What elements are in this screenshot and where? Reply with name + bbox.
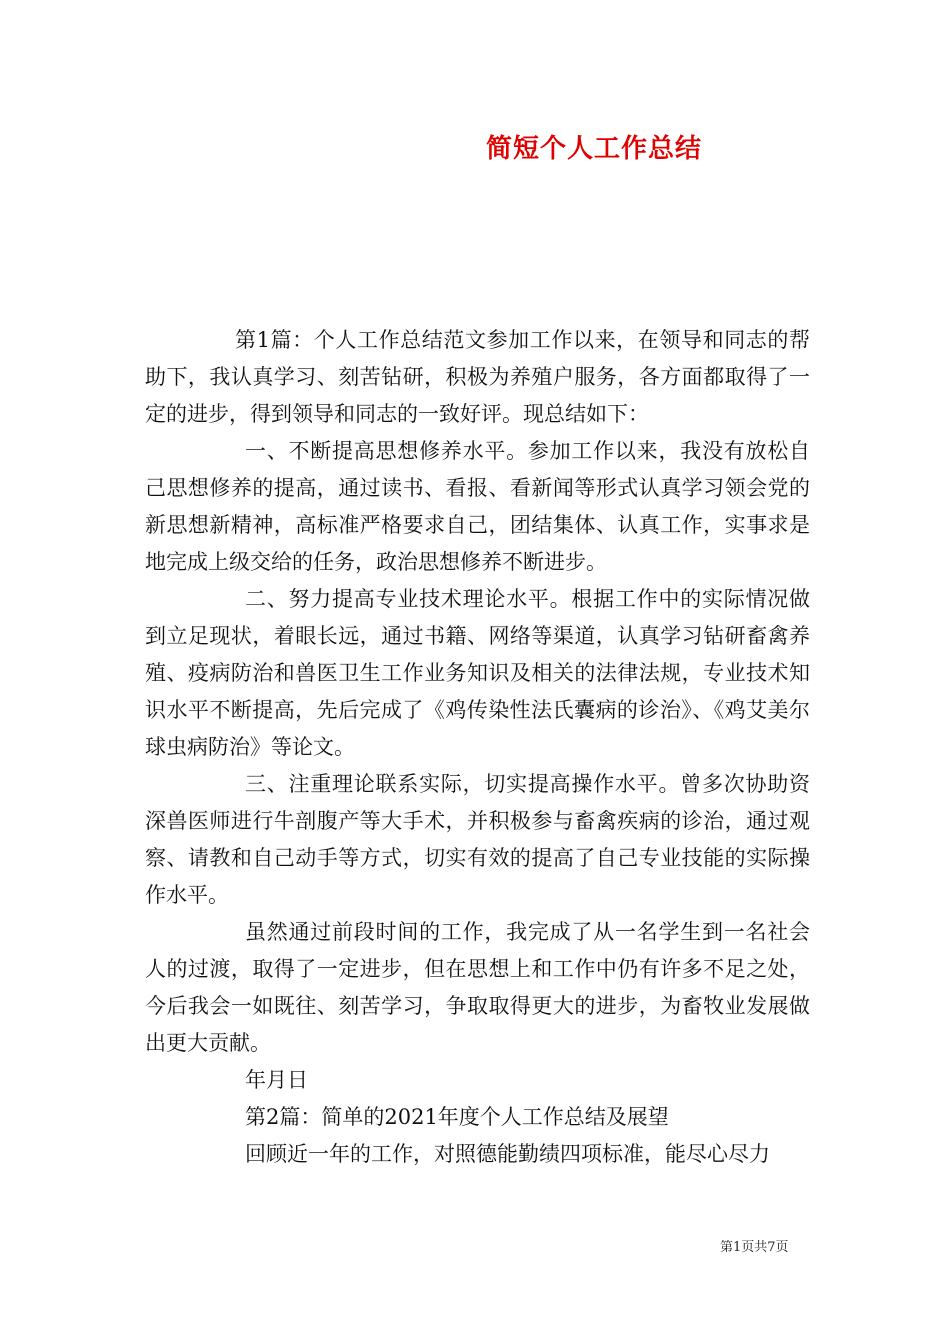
document-title: 简短个人工作总结 [486, 134, 703, 164]
paragraph-section-2: 二、努力提高专业技术理论水平。根据工作中的实际情况做到立足现状，着眼长远，通过书籍、网络等渠道，认真学习钻研畜禽养殖、疫病防治和兽医卫生工作业务知识及相关的法律法规，专业技术知识水平不断提高，先后完成了《鸡传染性法氏囊病的诊治》、《鸡艾美尔球虫病防治》等论文。 [145, 587, 810, 759]
paragraph-date: 年月日 [245, 1068, 308, 1092]
paragraph-chapter-2-heading: 第2篇：简单的2021年度个人工作总结及展望 [245, 1105, 669, 1129]
paragraph-section-3: 三、注重理论联系实际，切实提高操作水平。曾多次协助资深兽医师进行牛剖腹产等大手术，并积极参与畜禽疾病的诊治，通过观察、请教和自己动手等方式，切实有效的提高了自己专业技能的实际操作水平。 [145, 772, 810, 907]
paragraph-conclusion: 虽然通过前段时间的工作，我完成了从一名学生到一名社会人的过渡，取得了一定进步，但在思想上和工作中仍有许多不足之处，今后我会一如既往、刻苦学习，争取取得更大的进步，为畜牧业发展做出更大贡献。 [145, 920, 810, 1055]
page-number-footer: 第1页共7页 [720, 1240, 789, 1255]
paragraph-intro: 第1篇：个人工作总结范文参加工作以来，在领导和同志的帮助下，我认真学习、刻苦钻研，积极为养殖户服务，各方面都取得了一定的进步，得到领导和同志的一致好评。现总结如下： [145, 328, 810, 426]
paragraph-chapter-2-start: 回顾近一年的工作，对照德能勤绩四项标准，能尽心尽力 [245, 1142, 770, 1166]
paragraph-section-1: 一、不断提高思想修养水平。参加工作以来，我没有放松自己思想修养的提高，通过读书、看报、看新闻等形式认真学习领会党的新思想新精神，高标准严格要求自己，团结集体、认真工作，实事求是地完成上级交给的任务，政治思想修养不断进步。 [145, 439, 810, 574]
document-body [145, 322, 810, 1173]
